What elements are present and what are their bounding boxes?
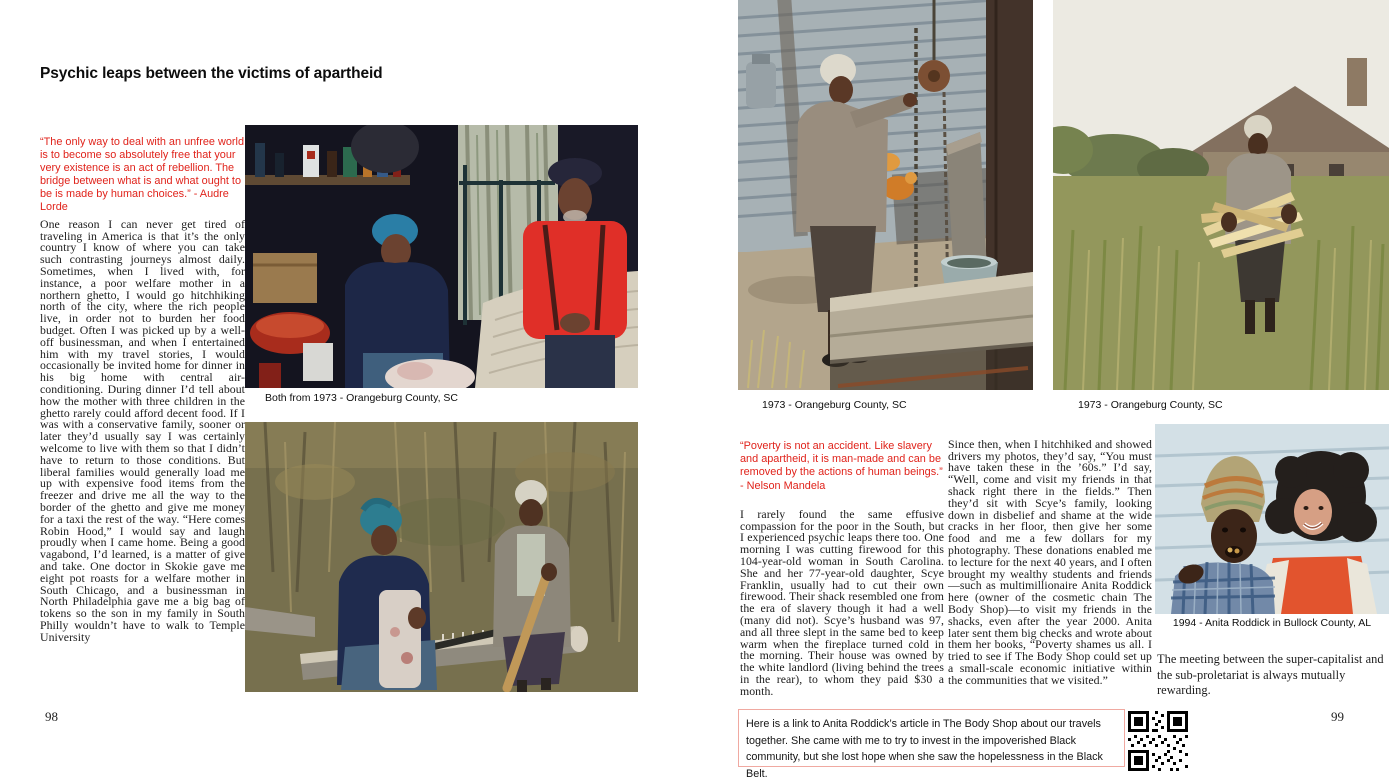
link-note-box — [738, 709, 1125, 780]
closing-text: The meeting between the super-capitalist and the sub-proletariat is always mutually rewarding. — [1157, 652, 1384, 698]
quote-audre-lorde: “The only way to deal with an unfree world is to become so absolutely free that your very existence is an act of rebellion. The bridge between what is and what ought to be is made by human choices.” - Audre Lorde — [40, 135, 245, 214]
photo-anita-roddick — [1155, 424, 1389, 614]
body-text-left: One reason I can never get tired of traveling in America is that it’s the only country I know of where you can take such contrasting journeys almost daily. Sometimes, when I lived with, for instance, a poor welfare mother in a northern ghetto, I would go hitchhiking north of the city, where the rich people live, in order not to burden her food budget. Often I was picked up by a well-off businessman, and when I entertained him with my travel stories, I would occasionally be invited home for dinner in his big home with central air- conditioning. During dinner I’d tell about how the mother with three children in the ghetto rarely could afford decent food. If I was with a conservative family, sooner or later they’d usually say I was certainly welcome to live with them so that I didn’t have to return to those conditions. But liberal families would generally load me up with expensive food items from the freezer and drive me all the way to the border of the ghetto and give me money for a taxi the rest of the way. “Here comes Robin Hood,” I would say and laugh proudly when I came home. Being a good vagabond, I’d learned, is a matter of give and take. One doctor in Skokie gave me eight pot roasts for a welfare mother in South Chicago, and a businessman in North Philadelphia gave me a big bag of tokens so the son in my family in South Philly wouldn’t have to walk to Temple University — [40, 216, 245, 644]
photo-caption-firewood: 1973 - Orangeburg County, SC — [1078, 399, 1223, 411]
photo-woman-carrying-firewood — [1053, 0, 1389, 390]
page-number-right: 99 — [1331, 709, 1344, 724]
photo-woman-at-well — [738, 0, 1033, 390]
link-note-text: Here is a link to Anita Roddick’s article in The Body Shop about our travels together. She came with me to try to invest in the impoverished Black community, but she lost hope when she saw the hopelessness in the Black Belt. — [746, 718, 1103, 780]
photo-women-sawing-log — [245, 422, 638, 692]
photo-caption-anita: 1994 - Anita Roddick in Bullock County, AL — [1172, 617, 1372, 629]
page-title: Psychic leaps between the victims of apartheid — [40, 65, 383, 83]
body-text-column-1: I rarely found the same effusive compassion for the poor in the South, but I experienced psychic leaps there too. One morning I was cutting firewood for this 104-year-old woman in South Carolina. She and her 77-year-old daughter, Scye Franklin, usually had to cut their own firewood. Their shack resembled one from the era of slavery though it had a well (many did not). Scye’s husband was 97, and all three slept in the same bed to keep warm when the fireplace turned cold in the morning. Their house was owned by the white landlord (living behind the trees in the rear), to whom they paid $30 a month. — [740, 506, 944, 698]
quote-nelson-mandela: “Poverty is not an accident. Like slavery and apartheid, it is man-made and can be removed by the actions of human beings.” — [740, 439, 943, 479]
page-number-left: 98 — [45, 709, 58, 724]
quote-attribution: - Nelson Mandela — [740, 479, 826, 492]
qr-code-icon — [1128, 711, 1188, 771]
photo-caption-shack: Both from 1973 - Orangeburg County, SC — [265, 392, 458, 404]
photo-caption-well: 1973 - Orangeburg County, SC — [762, 399, 907, 411]
photo-couple-in-shack — [245, 125, 638, 388]
body-text-column-2: Since then, when I hitchhiked and showed drivers my photos, they’d say, “You must have taken these in the ’60s.” I’d say, “Well, come and visit my friends in that shack right there in the fields.” Then they’d sit with Scye’s family, looking down in disbelief and shame at the wide cracks in her floor, then give her some food and me a few dollars for my photography. These donations enabled me to lecture for the next 40 years, and I often brought my wealthy students and friends—such as multimillionaire Anita Roddick here (owner of the cosmetic chain The Body Shop)—to visit my friends in the shacks, even after the year 2000. Anita later sent them big checks and wrote about them her books, “Poverty shames us all. I tried to see if The Body Shop could set up a small-scale economic initiative within the communities that we visited.” — [948, 436, 1152, 687]
